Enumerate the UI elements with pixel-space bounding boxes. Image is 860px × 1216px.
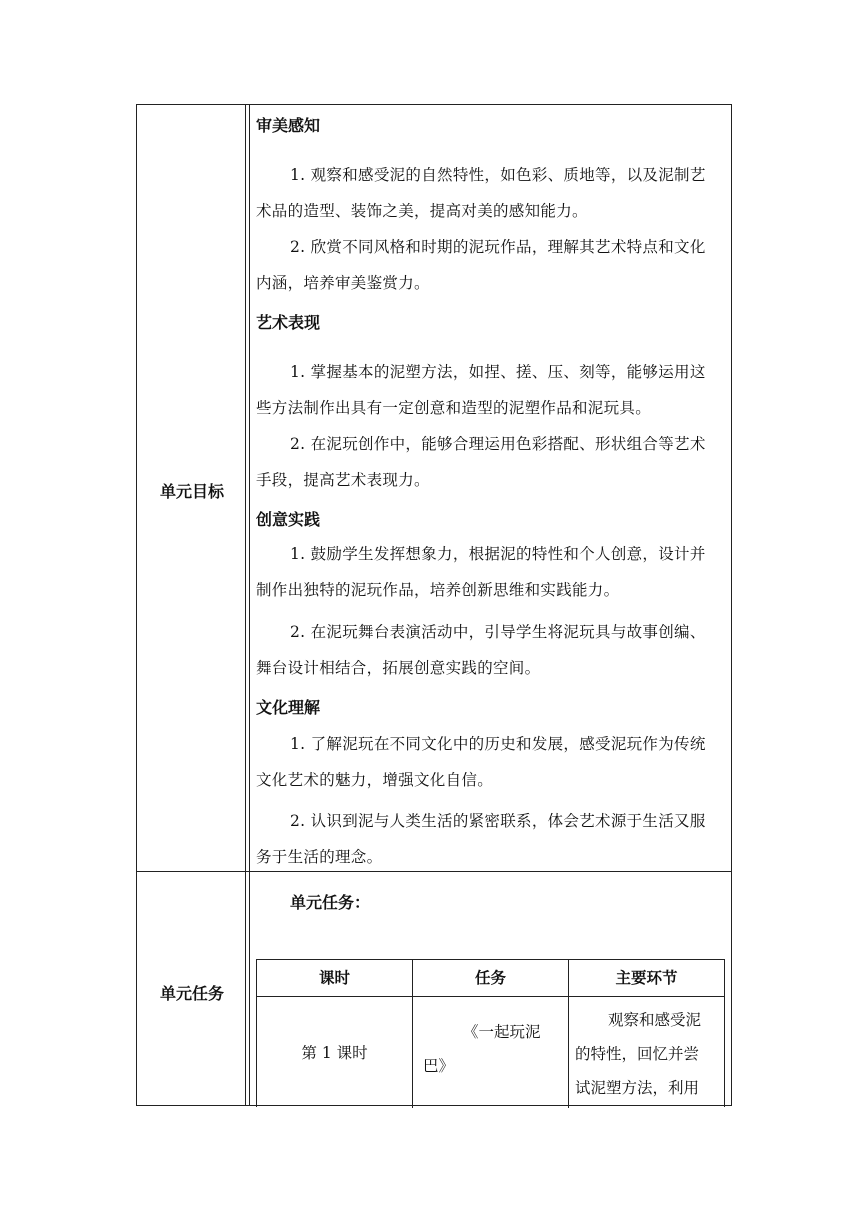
column-divider	[249, 105, 250, 1105]
goal-item: 1. 观察和感受泥的自然特性，如色彩、质地等，以及泥制艺术品的造型、装饰之美，提高对美的感知能力。	[256, 166, 706, 220]
goal-item: 1. 鼓励学生发挥想象力，根据泥的特性和个人创意，设计并制作出独特的泥玩作品，培养创新思维和实践能力。	[256, 545, 706, 599]
section-heading: 审美感知	[256, 116, 321, 135]
task-header-divider	[257, 996, 724, 997]
goal-item: 2. 在泥玩创作中，能够合理运用色彩搭配、形状组合等艺术手段，提高艺术表现力。	[256, 435, 706, 489]
tasks-intro: 单元任务：	[290, 893, 371, 912]
task-header-task: 任务	[474, 969, 506, 987]
task-header-steps: 主要环节	[615, 969, 678, 987]
goal-item: 1. 掌握基本的泥塑方法，如捏、搓、压、刻等，能够运用这些方法制作出具有一定创意和造型的泥塑作品和泥玩具。	[256, 363, 706, 417]
row-label-tasks: 单元任务	[159, 984, 224, 1003]
task-line: 巴》	[423, 1057, 455, 1075]
task-line: 《一起玩泥	[463, 1023, 541, 1041]
goal-item: 1. 了解泥玩在不同文化中的历史和发展，感受泥玩作为传统文化艺术的魅力，增强文化自信。	[256, 735, 706, 789]
section-heading: 艺术表现	[256, 313, 321, 332]
goal-item: 2. 在泥玩舞台表演活动中，引导学生将泥玩具与故事创编、舞台设计相结合，拓展创意实践的空间。	[256, 623, 706, 677]
goals-content	[256, 105, 718, 871]
section-heading: 文化理解	[256, 698, 321, 717]
goal-item: 2. 认识到泥与人类生活的紧密联系，体会艺术源于生活又服务于生活的理念。	[256, 812, 706, 866]
task-cell-lesson: 第 1 课时	[301, 1044, 368, 1062]
task-table	[256, 959, 725, 1107]
row-label-goals: 单元目标	[159, 482, 224, 501]
task-cell-task	[423, 1015, 563, 1083]
task-header-lesson: 课时	[318, 969, 350, 987]
unit-plan-table	[136, 104, 732, 1106]
section-heading: 创意实践	[256, 510, 321, 529]
task-cell-steps	[575, 1003, 725, 1105]
steps-line: 观察和感受泥	[608, 1011, 702, 1029]
steps-line: 的特性，回忆并尝	[575, 1045, 700, 1063]
goal-item: 2. 欣赏不同风格和时期的泥玩作品，理解其艺术特点和文化内涵，培养审美鉴赏力。	[256, 238, 706, 292]
steps-line: 试泥塑方法，利用	[575, 1079, 700, 1097]
column-divider	[245, 105, 246, 1105]
